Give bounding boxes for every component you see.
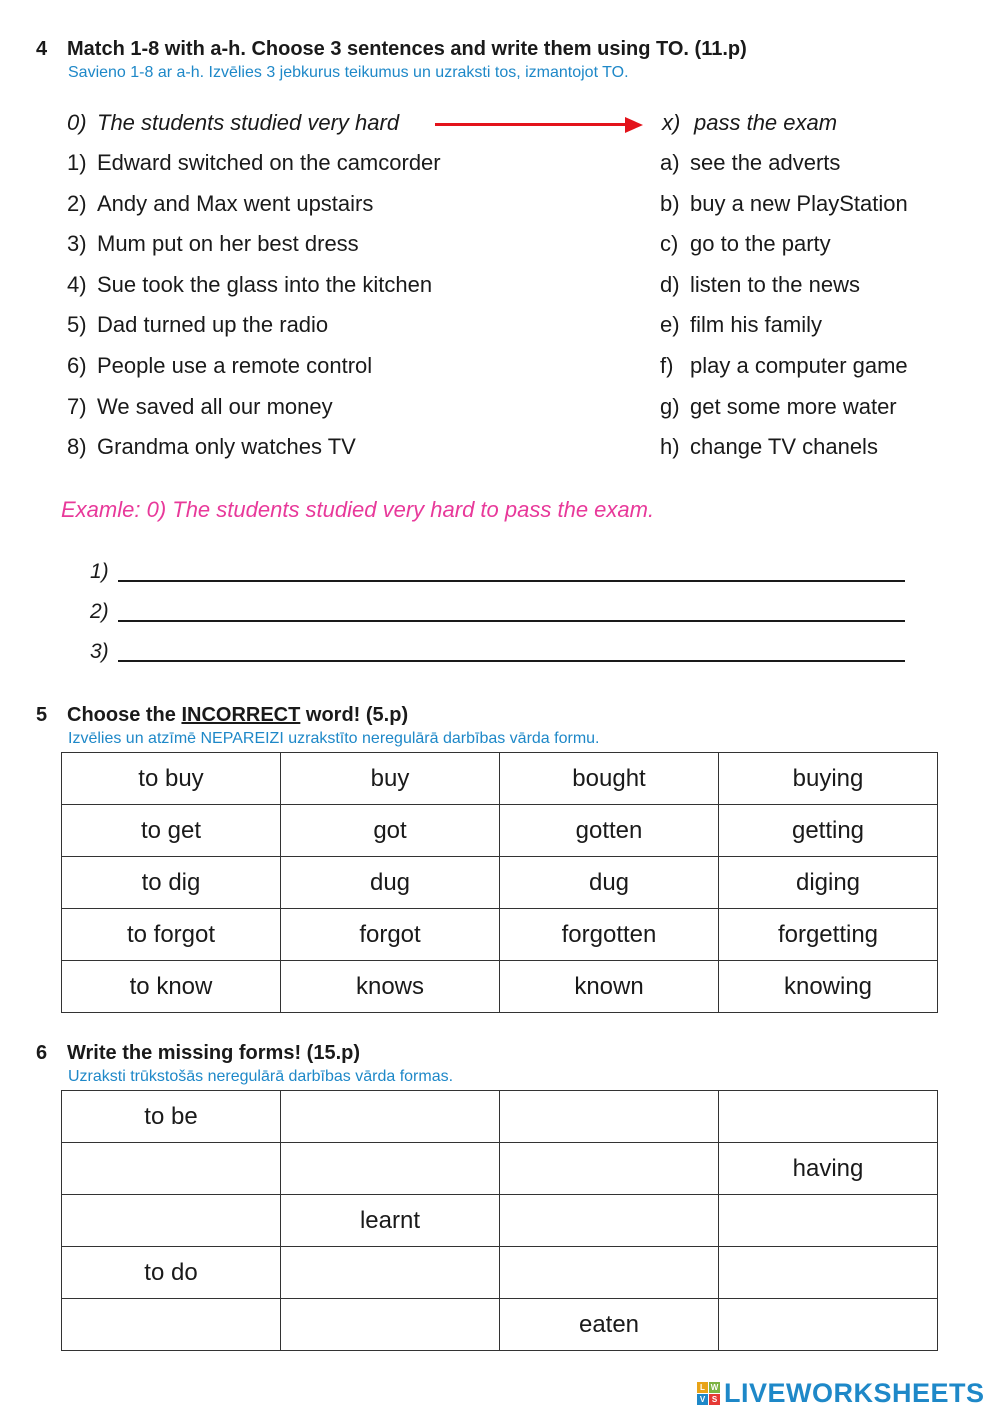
exercise-4-subtitle: Savieno 1-8 ar a-h. Izvēlies 3 jebkurus teikumus un uzraksti tos, izmantojot TO. [68, 64, 629, 81]
table-cell[interactable] [719, 1195, 938, 1247]
right-phrase-item[interactable] [660, 191, 908, 217]
item-text: Mum put on her best dress [97, 231, 359, 257]
table-cell: to do [62, 1247, 281, 1299]
table-cell[interactable]: diging [719, 857, 938, 909]
logo-letter: L [697, 1382, 708, 1393]
answer-number: 1) [90, 560, 109, 583]
table-cell[interactable]: to buy [62, 753, 281, 805]
item-text: Grandma only watches TV [97, 434, 356, 460]
liveworksheets-logo[interactable] [697, 1378, 985, 1409]
table-cell[interactable]: forgetting [719, 909, 938, 961]
table-cell[interactable]: dug [500, 857, 719, 909]
missing-forms-table [61, 1090, 938, 1351]
item-text: get some more water [690, 393, 897, 419]
exercise-6-subtitle: Uzraksti trūkstošās neregulārā darbības vārda formas. [68, 1068, 454, 1085]
item-label: 4) [67, 271, 87, 297]
table-cell[interactable]: to forgot [62, 909, 281, 961]
table-cell[interactable]: knows [281, 961, 500, 1013]
item-label: h) [660, 434, 680, 460]
item-text: film his family [690, 312, 823, 338]
left-sentence-item[interactable] [67, 150, 441, 176]
table-cell: to be [62, 1091, 281, 1143]
exercise-4-title: Match 1-8 with a-h. Choose 3 sentences and write them using TO. (11.p) [67, 38, 747, 60]
left-sentence-item[interactable] [67, 394, 333, 420]
table-cell[interactable]: buying [719, 753, 938, 805]
exercise-5-title-start: Choose the [67, 704, 182, 726]
example-left [67, 110, 399, 136]
answer-line[interactable] [90, 640, 905, 664]
left-sentence-item[interactable] [67, 353, 372, 379]
answer-line[interactable] [90, 560, 905, 584]
table-cell[interactable] [281, 1299, 500, 1351]
item-label: 3) [67, 231, 87, 257]
answer-blank[interactable] [118, 640, 905, 662]
item-text: Sue took the glass into the kitchen [97, 271, 433, 297]
exercise-5-subtitle: Izvēlies un atzīmē NEPAREIZI uzrakstīto neregulārā darbības vārda formu. [68, 730, 600, 747]
exercise-6-title: Write the missing forms! (15.p) [67, 1042, 361, 1064]
logo-mark-icon [697, 1382, 721, 1406]
table-row [62, 961, 938, 1013]
logo-letter: V [697, 1394, 708, 1405]
item-text: We saved all our money [97, 393, 333, 419]
right-phrase-item[interactable] [660, 434, 878, 460]
exercise-5-title [67, 704, 408, 727]
table-row [62, 1091, 938, 1143]
right-phrase-item[interactable] [660, 312, 822, 338]
item-text: see the adverts [690, 150, 841, 175]
item-text: change TV chanels [690, 434, 878, 460]
table-row [62, 1195, 938, 1247]
logo-letter: S [709, 1394, 720, 1405]
table-cell[interactable] [500, 1091, 719, 1143]
example-sentence: Examle: 0) The students studied very hard to pass the exam. [61, 497, 655, 522]
exercise-5-number: 5 [36, 704, 48, 726]
example-left-label: 0) [67, 110, 87, 135]
item-label: 2) [67, 190, 87, 216]
table-cell[interactable]: getting [719, 805, 938, 857]
left-sentence-item[interactable] [67, 272, 432, 298]
table-row [62, 753, 938, 805]
table-cell[interactable]: knowing [719, 961, 938, 1013]
table-cell: learnt [281, 1195, 500, 1247]
table-cell[interactable] [281, 1091, 500, 1143]
table-cell[interactable]: to get [62, 805, 281, 857]
table-cell[interactable] [62, 1299, 281, 1351]
table-row [62, 1143, 938, 1195]
item-label: c) [660, 231, 679, 257]
answer-blank[interactable] [118, 600, 905, 622]
table-row [62, 805, 938, 857]
table-cell[interactable] [281, 1247, 500, 1299]
table-cell[interactable]: known [500, 961, 719, 1013]
table-cell[interactable] [62, 1143, 281, 1195]
answer-number: 2) [90, 600, 109, 623]
right-phrase-item[interactable] [660, 150, 840, 176]
table-cell[interactable] [719, 1247, 938, 1299]
example-right-text: pass the exam [694, 110, 838, 135]
item-label: b) [660, 190, 680, 216]
table-cell[interactable]: gotten [500, 805, 719, 857]
item-text: Dad turned up the radio [97, 312, 329, 338]
table-row [62, 1247, 938, 1299]
right-phrase-item[interactable] [660, 272, 860, 298]
table-row [62, 857, 938, 909]
table-cell[interactable]: forgot [281, 909, 500, 961]
example-left-text: The students studied very hard [97, 110, 400, 135]
match-arrow-line [435, 123, 627, 126]
item-label: g) [660, 393, 680, 419]
table-cell[interactable] [62, 1195, 281, 1247]
item-text: listen to the news [690, 271, 860, 297]
item-label: 7) [67, 393, 87, 419]
item-text: Edward switched on the camcorder [97, 150, 441, 175]
left-sentence-item[interactable] [67, 191, 373, 217]
item-text: go to the party [690, 231, 831, 257]
exercise-6-number: 6 [36, 1042, 48, 1064]
table-cell[interactable]: buy [281, 753, 500, 805]
item-label: 5) [67, 312, 87, 338]
table-cell[interactable]: to dig [62, 857, 281, 909]
example-right-label: x) [662, 110, 681, 135]
item-text: Andy and Max went upstairs [97, 190, 374, 216]
table-cell[interactable] [500, 1195, 719, 1247]
table-cell[interactable] [281, 1143, 500, 1195]
table-cell[interactable] [719, 1091, 938, 1143]
answer-number: 3) [90, 640, 109, 663]
item-text: play a computer game [690, 353, 908, 378]
table-cell[interactable]: forgotten [500, 909, 719, 961]
item-label: 6) [67, 353, 87, 378]
left-sentence-item[interactable] [67, 434, 356, 460]
table-cell: having [719, 1143, 938, 1195]
incorrect-word-table [61, 752, 938, 1013]
item-label: d) [660, 271, 680, 297]
item-text: People use a remote control [97, 353, 373, 378]
item-text: buy a new PlayStation [690, 190, 908, 216]
item-label: 8) [67, 434, 87, 460]
item-label: e) [660, 312, 680, 338]
table-cell[interactable] [500, 1247, 719, 1299]
table-cell[interactable]: bought [500, 753, 719, 805]
example-right [662, 110, 837, 136]
table-cell[interactable]: got [281, 805, 500, 857]
item-label: f) [660, 353, 674, 378]
table-cell[interactable]: dug [281, 857, 500, 909]
answer-blank[interactable] [118, 560, 905, 582]
left-sentence-item[interactable] [67, 312, 328, 338]
right-phrase-item[interactable] [660, 394, 897, 420]
logo-text: LIVEWORKSHEETS [724, 1378, 985, 1408]
table-cell: eaten [500, 1299, 719, 1351]
right-phrase-item[interactable] [660, 231, 831, 257]
exercise-5-title-end: word! (5.p) [300, 704, 409, 726]
right-phrase-item[interactable] [660, 353, 908, 379]
logo-letter: W [710, 1382, 719, 1392]
arrow-right-icon [625, 117, 643, 133]
exercise-4-number: 4 [36, 38, 48, 60]
item-label: 1) [67, 150, 87, 175]
table-cell[interactable] [719, 1299, 938, 1351]
exercise-5-title-incorrect: INCORRECT [181, 704, 301, 726]
table-row [62, 1299, 938, 1351]
table-cell[interactable] [500, 1143, 719, 1195]
table-cell[interactable]: to know [62, 961, 281, 1013]
answer-line[interactable] [90, 600, 905, 624]
item-label: a) [660, 150, 680, 175]
table-row [62, 909, 938, 961]
left-sentence-item[interactable] [67, 231, 359, 257]
